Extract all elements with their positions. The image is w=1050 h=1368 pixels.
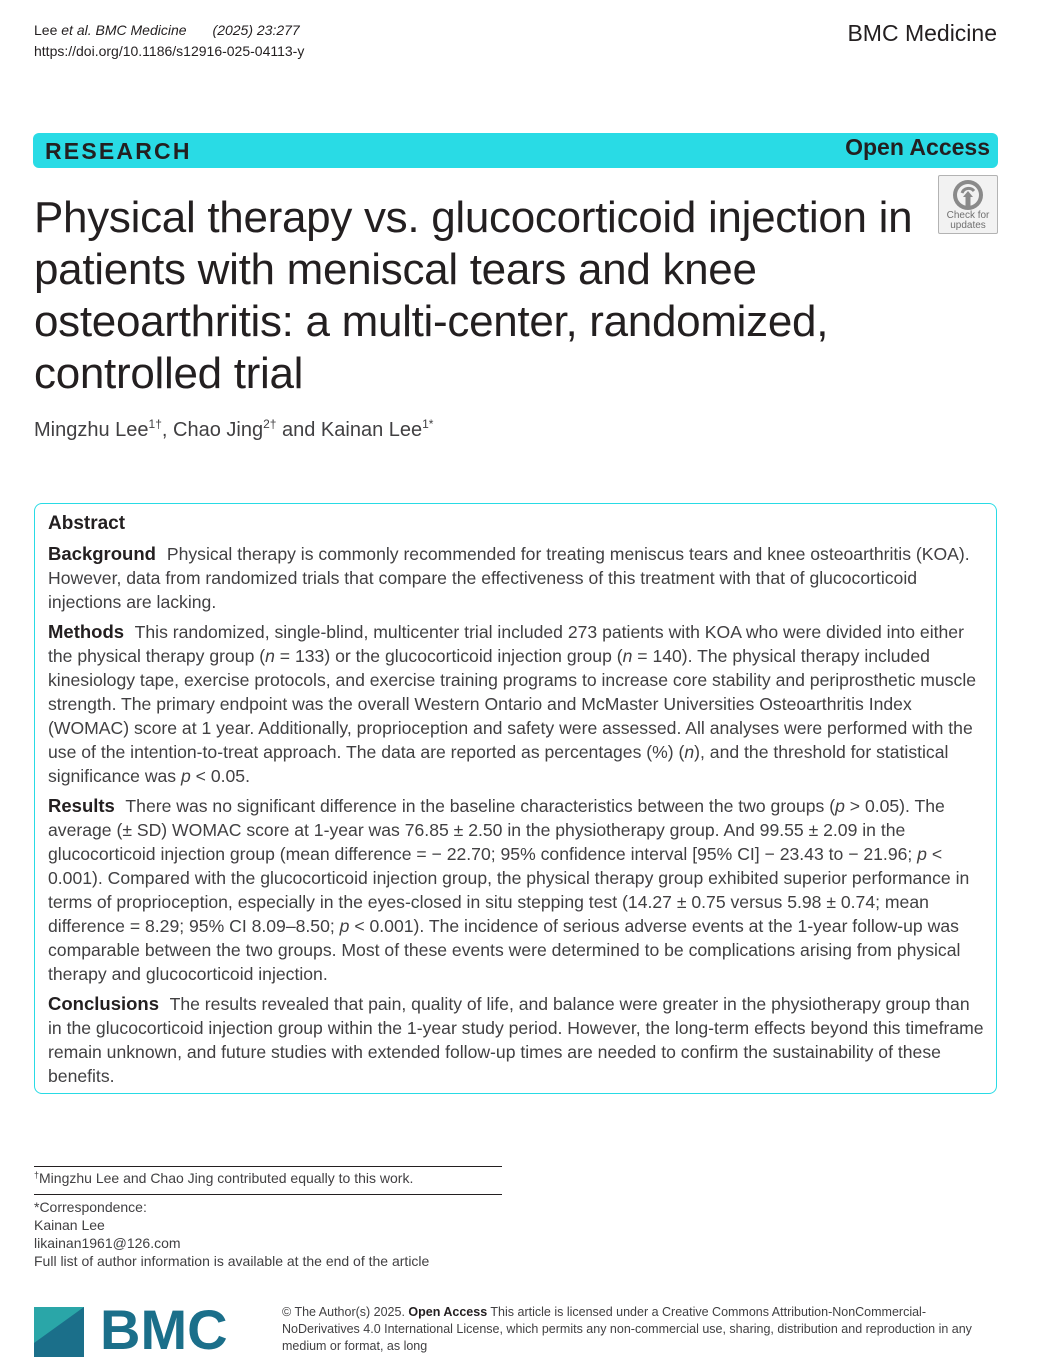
citation-authors: Lee xyxy=(34,22,62,38)
author-name[interactable]: Kainan Lee xyxy=(320,419,423,441)
section-text: This randomized, single-blind, multicenter trial included 273 patients with KOA who were divided into either the physical therapy group (n = 133) or the glucocorticoid injection group (n = 140). The physical therapy included kinesiology tape, exercise protocols, and exercise training programs to increase core stability and periprosthetic muscle strength. The primary endpoint was the overall Western Ontario and McMaster Universities Osteoarthritis Index (WOMAC) score at 1 year. Additionally, proprioception and safety were assessed. All analyses were performed with the use of the intention-to-treat approach. The data are reported as percentages (%) (n), and the threshold for statistical significance was p < 0.05. xyxy=(48,622,977,786)
section-text: The results revealed that pain, quality of life, and balance were greater in the physiotherapy group than in the glucocorticoid injection group within the 1-year study period. However, the long-term effects beyond this timeframe remain unknown, and future studies with extended follow-up times are needed to confirm the sustainability of these benefits. xyxy=(48,994,984,1086)
footnote-divider xyxy=(34,1194,502,1195)
footnote-divider xyxy=(34,1166,502,1167)
check-for-updates-line2: updates xyxy=(950,220,986,231)
abstract-box xyxy=(34,503,997,1094)
section-heading: Background xyxy=(48,543,156,564)
check-for-updates-button[interactable] xyxy=(938,175,998,234)
section-heading: Methods xyxy=(48,621,125,642)
article-type-label: RESEARCH xyxy=(45,138,192,164)
author-affiliation-mark: 1* xyxy=(422,417,434,431)
running-header xyxy=(34,20,304,62)
license-text: This article is licensed under a Creative Commons Attribution-NonCommercial-NoDerivatives 4.0 International License, which permits any non-commercial use, sharing, distribution and reproduction in any medium or format, as long xyxy=(282,1305,972,1353)
bmc-logo xyxy=(34,1298,254,1361)
article-type-banner xyxy=(33,133,998,168)
author-name[interactable]: Mingzhu Lee xyxy=(34,419,149,441)
author-info-note: Full list of author information is available at the end of the article xyxy=(34,1253,430,1269)
abstract-section-conclusions xyxy=(48,992,986,1088)
author-affiliation-mark: 2† xyxy=(263,417,277,431)
check-for-updates-line1: Check for xyxy=(946,210,990,221)
citation-year: (2025) 23:277 xyxy=(212,22,300,38)
article-title: Physical therapy vs. glucocorticoid injection in patients with meniscal tears and knee osteoarthritis: a multi-center, randomized, controlled trial xyxy=(34,193,913,398)
correspondence-label: *Correspondence: xyxy=(34,1199,147,1215)
author-separator: and xyxy=(276,419,321,441)
license-copyright: © The Author(s) 2025. xyxy=(282,1305,409,1319)
section-heading: Conclusions xyxy=(48,993,160,1014)
check-for-updates-icon xyxy=(952,179,984,211)
equal-contribution-text: Mingzhu Lee and Chao Jing contributed equally to this work. xyxy=(39,1170,414,1186)
dagger-mark: † xyxy=(34,1170,40,1180)
abstract-section-background xyxy=(48,542,986,614)
equal-contribution-note xyxy=(34,1169,413,1187)
abstract-section-methods xyxy=(48,620,986,788)
abstract-heading: Abstract xyxy=(48,513,126,534)
author-separator: , xyxy=(161,419,174,441)
journal-name: BMC Medicine xyxy=(847,20,997,46)
doi-link[interactable]: https://doi.org/10.1186/s12916-025-04113-y xyxy=(34,43,305,59)
author-name[interactable]: Chao Jing xyxy=(173,419,264,441)
correspondence-email[interactable]: likainan1961@126.com xyxy=(34,1235,181,1251)
correspondence-name: Kainan Lee xyxy=(34,1217,105,1233)
section-text: There was no significant difference in the baseline characteristics between the two groups (p > 0.05). The average (± SD) WOMAC score at 1-year was 76.85 ± 2.50 in the physiotherapy group. And 99.55 ± 2.09 in the glucocorticoid injection group (mean difference = − 22.70; 95% confidence interval [95% CI] − 23.43 to − 21.96; p < 0.001). Compared with the glucocorticoid injection group, the physical therapy group exhibited superior performance in terms of proprioception, especially in the eyes-closed in situ stepping test (14.27 ± 0.75 versus 5.98 ± 0.74; mean difference = 8.29; 95% CI 8.09–8.50; p < 0.001). The incidence of serious adverse events at the 1-year follow-up was comparable between the two groups. Most of these events were determined to be complications arising from physical therapy and glucocorticoid injection. xyxy=(48,796,970,984)
citation-line xyxy=(34,20,304,41)
author-list xyxy=(34,416,433,444)
license-open-access: Open Access xyxy=(408,1305,488,1319)
abstract-section-results xyxy=(48,794,986,986)
license-notice xyxy=(282,1304,1002,1355)
author-affiliation-mark: 1† xyxy=(148,417,162,431)
open-access-label: Open Access xyxy=(845,134,990,160)
section-heading: Results xyxy=(48,795,115,816)
section-text: Physical therapy is commonly recommended for treating meniscus tears and knee osteoarthritis (KOA). However, data from randomized trials that compare the effectiveness of this treatment with that of glucocorticoid injections are lacking. xyxy=(48,544,970,612)
bmc-logo-mark xyxy=(34,1298,254,1363)
bmc-logo-text: BMC xyxy=(100,1298,228,1361)
citation-journal: et al. BMC Medicine xyxy=(61,22,187,38)
